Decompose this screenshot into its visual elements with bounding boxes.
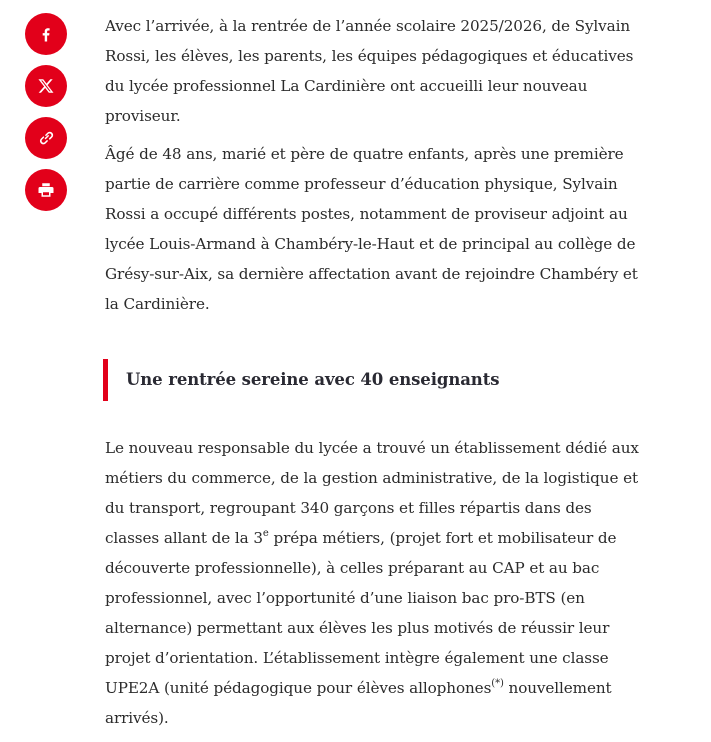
facebook-icon bbox=[37, 25, 55, 43]
print-icon bbox=[37, 181, 55, 199]
section-heading: Une rentrée sereine avec 40 enseignants bbox=[105, 359, 650, 401]
share-bar bbox=[25, 13, 67, 211]
article-body bbox=[105, 11, 650, 741]
link-icon bbox=[37, 129, 55, 147]
superscript-e: e bbox=[262, 528, 269, 539]
facebook-share-button[interactable] bbox=[25, 13, 67, 55]
print-button[interactable] bbox=[25, 169, 67, 211]
x-twitter-icon bbox=[37, 77, 55, 95]
footnote-marker: (*) bbox=[491, 678, 504, 689]
x-share-button[interactable] bbox=[25, 65, 67, 107]
section-paragraph: Le nouveau responsable du lycée a trouvé un établissement dédié aux métiers du commerce, de la gestion administrative, de la logistique et du transport, regroupant 340 garçons et filles répartis dans des classes allant de la 3e prépa métiers, (projet fort et mobilisateur de découverte professionnelle), à celles préparant au CAP et au bac professionnel, avec l’opportunité d’une liaison bac pro-BTS (en alternance) permettant aux élèves les plus motivés de réussir leur projet d’orientation. L’établissement intègre également une classe UPE2A (unité pédagogique pour élèves allophones(*) nouvellement arrivés). bbox=[105, 439, 639, 727]
intro-paragraph: Avec l’arrivée, à la rentrée de l’année scolaire 2025/2026, de Sylvain Rossi, les élèves, les parents, les équipes pédagogiques et éducatives du lycée professionnel La Cardinière ont accueilli leur nouveau proviseur. bbox=[105, 17, 634, 125]
biography-paragraph: Âgé de 48 ans, marié et père de quatre enfants, après une première partie de carrière comme professeur d’éducation physique, Sylvain Rossi a occupé différents postes, notamment de proviseur adjoint au lycée Louis-Armand à Chambéry-le-Haut et de principal au collège de Grésy-sur-Aix, sa dernière affectation avant de rejoindre Chambéry et la Cardinière. bbox=[105, 145, 638, 313]
copy-link-button[interactable] bbox=[25, 117, 67, 159]
